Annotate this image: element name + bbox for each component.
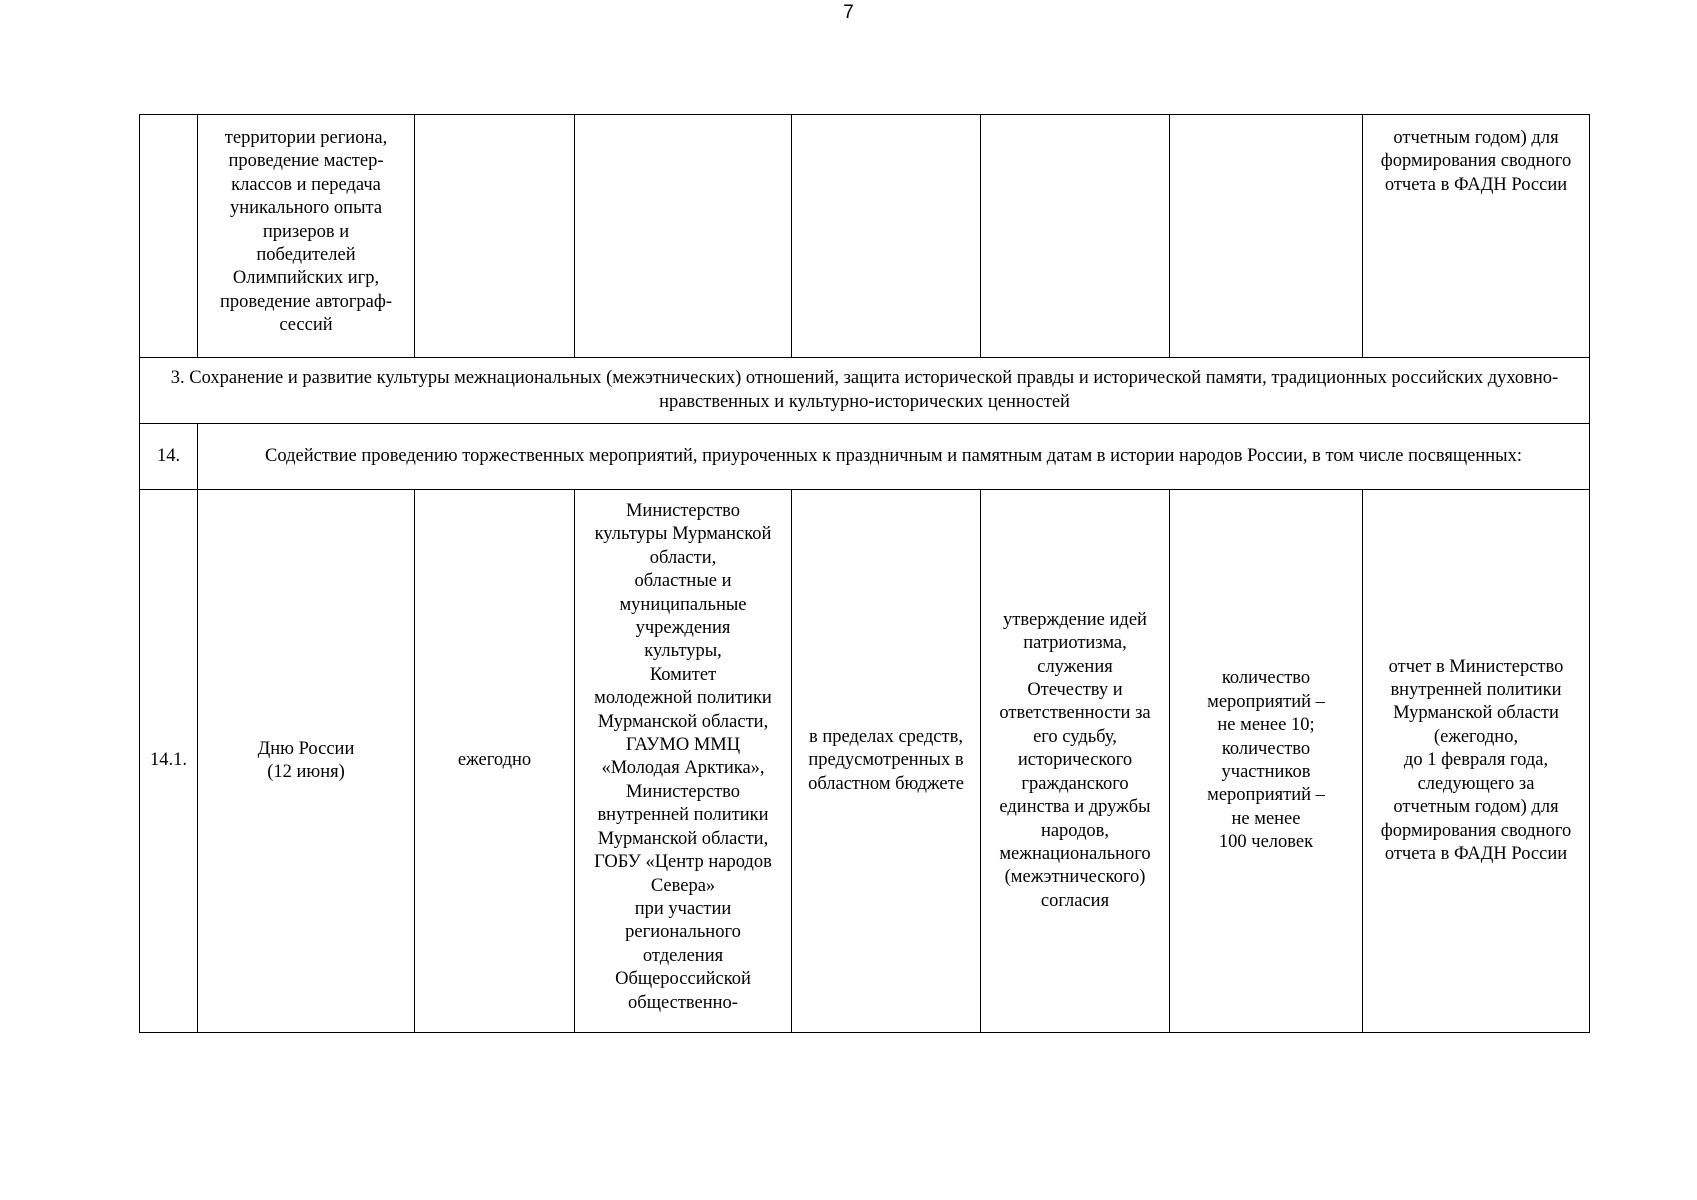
- item-14-1-funding: в пределах средств, предусмотренных в областном бюджете: [792, 490, 981, 1033]
- cell-period-empty: [415, 115, 575, 358]
- item-14-row: [140, 424, 1590, 490]
- cell-number-empty: [140, 115, 198, 358]
- page-number: 7: [843, 2, 854, 23]
- section-heading-row: [140, 358, 1590, 424]
- item-14-1-indicators: количество мероприятий – не менее 10; количество участников мероприятий – не менее 100 человек: [1170, 490, 1363, 1033]
- item-14-1-number: 14.1.: [140, 490, 198, 1033]
- item-14-1-event: Дню России (12 июня): [198, 490, 415, 1033]
- item-14-1-executors: Министерство культуры Мурманской области, областные и муниципальные учреждения культуры, Комитет молодежной политики Мурманской области, ГАУМО ММЦ «Молодая Арктика», Министерство внутренней политики Мурманской области, ГОБУ «Центр народов Севера» при участии регионального отделения Общероссийской общественно-: [575, 490, 792, 1033]
- section-3-title: 3. Сохранение и развитие культуры межнациональных (межэтнических) отношений, защита исторической правды и исторической памяти, традиционных российских духовно-нравственных и культурно-исторических ценностей: [140, 358, 1590, 424]
- cell-funding-empty: [792, 115, 981, 358]
- item-14-number: 14.: [140, 424, 198, 490]
- table-row-continuation: [140, 115, 1590, 358]
- action-plan-table: [139, 114, 1590, 1033]
- item-14-1-expected-result: утверждение идей патриотизма, служения Отечеству и ответственности за его судьбу, исторического гражданского единства и дружбы народов, межнационального (межэтнического) согласия: [981, 490, 1170, 1033]
- cell-reporting-continued: отчетным годом) для формирования сводного отчета в ФАДН России: [1363, 115, 1590, 358]
- cell-result-empty: [981, 115, 1170, 358]
- item-14-1-reporting: отчет в Министерство внутренней политики Мурманской области (ежегодно, до 1 февраля года, следующего за отчетным годом) для формирования сводного отчета в ФАДН России: [1363, 490, 1590, 1033]
- item-14-1-period: ежегодно: [415, 490, 575, 1033]
- cell-event-continued: территории региона, проведение мастер- классов и передача уникального опыта призеров и победителей Олимпийских игр, проведение автограф- сессий: [198, 115, 415, 358]
- cell-indicators-empty: [1170, 115, 1363, 358]
- item-14-1-row: [140, 490, 1590, 1033]
- item-14-title: Содействие проведению торжественных мероприятий, приуроченных к праздничным и памятным датам в истории народов России, в том числе посвященных:: [198, 424, 1590, 490]
- cell-executors-empty: [575, 115, 792, 358]
